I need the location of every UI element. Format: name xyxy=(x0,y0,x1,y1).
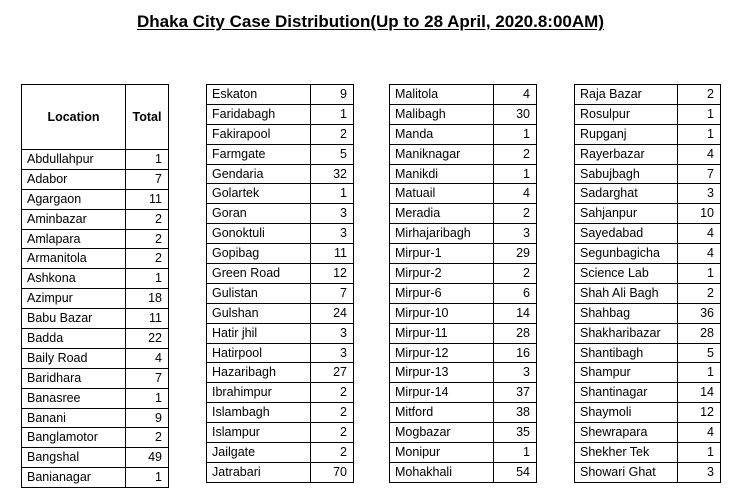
table-row xyxy=(22,209,169,229)
location-cell: Shampur xyxy=(575,363,678,383)
total-cell: 38 xyxy=(494,403,537,423)
table-row xyxy=(207,85,354,105)
location-cell: Green Road xyxy=(207,264,311,284)
table-row xyxy=(390,244,537,264)
total-cell: 12 xyxy=(678,403,721,423)
total-cell: 1 xyxy=(126,388,169,408)
table-row xyxy=(207,403,354,423)
location-cell: Sadarghat xyxy=(575,184,678,204)
table-row xyxy=(22,169,169,189)
total-header: Total xyxy=(126,85,169,150)
total-cell: 4 xyxy=(678,423,721,443)
case-table-body xyxy=(22,150,169,488)
table-header-row xyxy=(22,85,169,150)
location-cell: Babu Bazar xyxy=(22,309,126,329)
location-cell: Hazaribagh xyxy=(207,363,311,383)
table-row xyxy=(390,164,537,184)
total-cell: 1 xyxy=(494,164,537,184)
total-cell: 2 xyxy=(494,144,537,164)
location-cell: Sabujbagh xyxy=(575,164,678,184)
location-cell: Islambagh xyxy=(207,403,311,423)
total-cell: 10 xyxy=(678,204,721,224)
total-cell: 1 xyxy=(494,443,537,463)
total-cell: 7 xyxy=(311,283,354,303)
table-row xyxy=(575,363,721,383)
location-cell: Mirpur-1 xyxy=(390,244,494,264)
table-row xyxy=(575,124,721,144)
total-cell: 2 xyxy=(126,209,169,229)
table-row xyxy=(390,423,537,443)
table-row xyxy=(22,249,169,269)
case-table-body xyxy=(207,85,354,483)
total-cell: 11 xyxy=(126,189,169,209)
location-cell: Banasree xyxy=(22,388,126,408)
total-cell: 7 xyxy=(678,164,721,184)
location-cell: Eskaton xyxy=(207,85,311,105)
location-cell: Gulistan xyxy=(207,283,311,303)
total-cell: 32 xyxy=(311,164,354,184)
location-cell: Armanitola xyxy=(22,249,126,269)
location-cell: Shah Ali Bagh xyxy=(575,283,678,303)
total-cell: 6 xyxy=(494,283,537,303)
total-cell: 14 xyxy=(678,383,721,403)
total-cell: 4 xyxy=(678,224,721,244)
table-row xyxy=(575,323,721,343)
table-row xyxy=(207,283,354,303)
table-row xyxy=(575,443,721,463)
total-cell: 1 xyxy=(126,150,169,170)
total-cell: 2 xyxy=(678,85,721,105)
total-cell: 49 xyxy=(126,448,169,468)
table-row xyxy=(207,184,354,204)
table-row xyxy=(390,184,537,204)
table-row xyxy=(575,184,721,204)
total-cell: 2 xyxy=(311,124,354,144)
table-row xyxy=(22,428,169,448)
table-row xyxy=(207,244,354,264)
location-cell: Mirpur-12 xyxy=(390,343,494,363)
location-cell: Sahjanpur xyxy=(575,204,678,224)
table-row xyxy=(390,443,537,463)
location-cell: Faridabagh xyxy=(207,104,311,124)
table-row xyxy=(575,403,721,423)
location-cell: Rayerbazar xyxy=(575,144,678,164)
total-cell: 54 xyxy=(494,462,537,482)
table-row xyxy=(390,383,537,403)
location-cell: Shahbag xyxy=(575,303,678,323)
location-cell: Baily Road xyxy=(22,348,126,368)
location-cell: Mirpur-11 xyxy=(390,323,494,343)
total-cell: 16 xyxy=(494,343,537,363)
table-row xyxy=(22,229,169,249)
location-cell: Agargaon xyxy=(22,189,126,209)
location-cell: Matuail xyxy=(390,184,494,204)
location-cell: Mirhajaribagh xyxy=(390,224,494,244)
table-row xyxy=(207,423,354,443)
total-cell: 2 xyxy=(311,403,354,423)
case-table-column-4 xyxy=(574,84,721,483)
table-row xyxy=(207,323,354,343)
total-cell: 22 xyxy=(126,329,169,349)
location-cell: Shaymoli xyxy=(575,403,678,423)
location-cell: Amlapara xyxy=(22,229,126,249)
location-cell: Fakirapool xyxy=(207,124,311,144)
location-cell: Ashkona xyxy=(22,269,126,289)
location-cell: Segunbagicha xyxy=(575,244,678,264)
table-row xyxy=(390,462,537,482)
table-row xyxy=(207,224,354,244)
location-cell: Science Lab xyxy=(575,264,678,284)
table-row xyxy=(390,264,537,284)
location-cell: Mirpur-13 xyxy=(390,363,494,383)
location-cell: Manda xyxy=(390,124,494,144)
location-cell: Malitola xyxy=(390,85,494,105)
total-cell: 3 xyxy=(678,184,721,204)
location-cell: Banglamotor xyxy=(22,428,126,448)
total-cell: 24 xyxy=(311,303,354,323)
table-row xyxy=(390,363,537,383)
total-cell: 2 xyxy=(126,249,169,269)
location-cell: Hatir jhil xyxy=(207,323,311,343)
location-cell: Gendaria xyxy=(207,164,311,184)
total-cell: 2 xyxy=(311,423,354,443)
table-row xyxy=(575,303,721,323)
table-row xyxy=(207,363,354,383)
total-cell: 1 xyxy=(678,124,721,144)
total-cell: 14 xyxy=(494,303,537,323)
table-row xyxy=(575,423,721,443)
table-row xyxy=(575,164,721,184)
location-cell: Shewrapara xyxy=(575,423,678,443)
table-row xyxy=(390,204,537,224)
total-cell: 1 xyxy=(311,104,354,124)
total-cell: 2 xyxy=(494,264,537,284)
table-row xyxy=(22,329,169,349)
table-row xyxy=(207,124,354,144)
table-row xyxy=(575,343,721,363)
location-cell: Maniknagar xyxy=(390,144,494,164)
location-cell: Mogbazar xyxy=(390,423,494,443)
location-cell: Banani xyxy=(22,408,126,428)
table-row xyxy=(390,124,537,144)
total-cell: 11 xyxy=(126,309,169,329)
location-cell: Adabor xyxy=(22,169,126,189)
table-row xyxy=(207,104,354,124)
table-row xyxy=(390,224,537,244)
location-cell: Golartek xyxy=(207,184,311,204)
location-cell: Ibrahimpur xyxy=(207,383,311,403)
location-cell: Gulshan xyxy=(207,303,311,323)
table-row xyxy=(575,383,721,403)
location-cell: Jatrabari xyxy=(207,462,311,482)
location-cell: Jailgate xyxy=(207,443,311,463)
location-cell: Banianagar xyxy=(22,468,126,488)
table-row xyxy=(390,303,537,323)
location-cell: Farmgate xyxy=(207,144,311,164)
total-cell: 7 xyxy=(126,169,169,189)
table-row xyxy=(207,264,354,284)
total-cell: 1 xyxy=(678,363,721,383)
table-row xyxy=(207,443,354,463)
table-row xyxy=(22,189,169,209)
total-cell: 5 xyxy=(678,343,721,363)
table-row xyxy=(22,348,169,368)
location-cell: Hatirpool xyxy=(207,343,311,363)
location-cell: Aminbazar xyxy=(22,209,126,229)
total-cell: 1 xyxy=(126,468,169,488)
location-cell: Rosulpur xyxy=(575,104,678,124)
location-cell: Showari Ghat xyxy=(575,462,678,482)
table-row xyxy=(390,283,537,303)
total-cell: 3 xyxy=(311,204,354,224)
location-cell: Mirpur-10 xyxy=(390,303,494,323)
total-cell: 1 xyxy=(678,104,721,124)
table-row xyxy=(390,85,537,105)
location-cell: Goran xyxy=(207,204,311,224)
total-cell: 2 xyxy=(311,443,354,463)
total-cell: 2 xyxy=(678,283,721,303)
table-row xyxy=(207,303,354,323)
total-cell: 1 xyxy=(126,269,169,289)
total-cell: 4 xyxy=(678,244,721,264)
table-row xyxy=(207,383,354,403)
case-table-column-2 xyxy=(206,84,354,483)
location-cell: Mirpur-14 xyxy=(390,383,494,403)
total-cell: 1 xyxy=(311,184,354,204)
location-cell: Meradia xyxy=(390,204,494,224)
table-row xyxy=(22,269,169,289)
table-row xyxy=(575,462,721,482)
total-cell: 35 xyxy=(494,423,537,443)
table-row xyxy=(575,144,721,164)
total-cell: 3 xyxy=(311,323,354,343)
location-cell: Mitford xyxy=(390,403,494,423)
table-row xyxy=(575,204,721,224)
table-row xyxy=(575,283,721,303)
location-cell: Islampur xyxy=(207,423,311,443)
table-row xyxy=(575,264,721,284)
location-cell: Manikdi xyxy=(390,164,494,184)
page-title: Dhaka City Case Distribution(Up to 28 April, 2020.8:00AM) xyxy=(137,12,604,31)
total-cell: 18 xyxy=(126,289,169,309)
table-row xyxy=(390,343,537,363)
case-table-column-1 xyxy=(21,84,169,488)
total-cell: 4 xyxy=(494,184,537,204)
location-cell: Shakharibazar xyxy=(575,323,678,343)
case-table-body xyxy=(390,85,537,483)
table-row xyxy=(575,85,721,105)
location-cell: Shekher Tek xyxy=(575,443,678,463)
total-cell: 5 xyxy=(311,144,354,164)
table-row xyxy=(22,309,169,329)
total-cell: 3 xyxy=(494,363,537,383)
total-cell: 7 xyxy=(126,368,169,388)
table-row xyxy=(22,408,169,428)
total-cell: 28 xyxy=(678,323,721,343)
table-row xyxy=(22,468,169,488)
table-row xyxy=(390,144,537,164)
table-row xyxy=(22,289,169,309)
table-row xyxy=(207,144,354,164)
total-cell: 2 xyxy=(311,383,354,403)
location-cell: Gopibag xyxy=(207,244,311,264)
total-cell: 4 xyxy=(494,85,537,105)
total-cell: 2 xyxy=(126,428,169,448)
total-cell: 1 xyxy=(494,124,537,144)
location-cell: Azimpur xyxy=(22,289,126,309)
location-cell: Mirpur-2 xyxy=(390,264,494,284)
table-row xyxy=(575,224,721,244)
location-cell: Raja Bazar xyxy=(575,85,678,105)
table-row xyxy=(207,343,354,363)
table-row xyxy=(390,323,537,343)
location-cell: Sayedabad xyxy=(575,224,678,244)
location-cell: Monipur xyxy=(390,443,494,463)
total-cell: 30 xyxy=(494,104,537,124)
table-row xyxy=(390,403,537,423)
location-cell: Shantibagh xyxy=(575,343,678,363)
location-header: Location xyxy=(22,85,126,150)
table-row xyxy=(22,388,169,408)
total-cell: 2 xyxy=(126,229,169,249)
location-cell: Mirpur-6 xyxy=(390,283,494,303)
total-cell: 12 xyxy=(311,264,354,284)
table-row xyxy=(22,150,169,170)
total-cell: 70 xyxy=(311,462,354,482)
total-cell: 29 xyxy=(494,244,537,264)
total-cell: 3 xyxy=(494,224,537,244)
table-row xyxy=(22,368,169,388)
location-cell: Mohakhali xyxy=(390,462,494,482)
location-cell: Malibagh xyxy=(390,104,494,124)
total-cell: 37 xyxy=(494,383,537,403)
table-row xyxy=(390,104,537,124)
table-row xyxy=(207,164,354,184)
location-cell: Shantinagar xyxy=(575,383,678,403)
location-cell: Gonoktuli xyxy=(207,224,311,244)
location-cell: Abdullahpur xyxy=(22,150,126,170)
total-cell: 3 xyxy=(678,462,721,482)
total-cell: 1 xyxy=(678,264,721,284)
total-cell: 28 xyxy=(494,323,537,343)
total-cell: 11 xyxy=(311,244,354,264)
table-row xyxy=(575,104,721,124)
table-row xyxy=(207,204,354,224)
total-cell: 9 xyxy=(126,408,169,428)
case-table-body xyxy=(575,85,721,483)
table-row xyxy=(207,462,354,482)
location-cell: Bangshal xyxy=(22,448,126,468)
table-row xyxy=(22,448,169,468)
case-table-column-3 xyxy=(389,84,537,483)
total-cell: 4 xyxy=(678,144,721,164)
total-cell: 27 xyxy=(311,363,354,383)
total-cell: 3 xyxy=(311,224,354,244)
table-row xyxy=(575,244,721,264)
total-cell: 3 xyxy=(311,343,354,363)
location-cell: Badda xyxy=(22,329,126,349)
total-cell: 4 xyxy=(126,348,169,368)
total-cell: 1 xyxy=(678,443,721,463)
total-cell: 2 xyxy=(494,204,537,224)
total-cell: 9 xyxy=(311,85,354,105)
total-cell: 36 xyxy=(678,303,721,323)
location-cell: Baridhara xyxy=(22,368,126,388)
location-cell: Rupganj xyxy=(575,124,678,144)
